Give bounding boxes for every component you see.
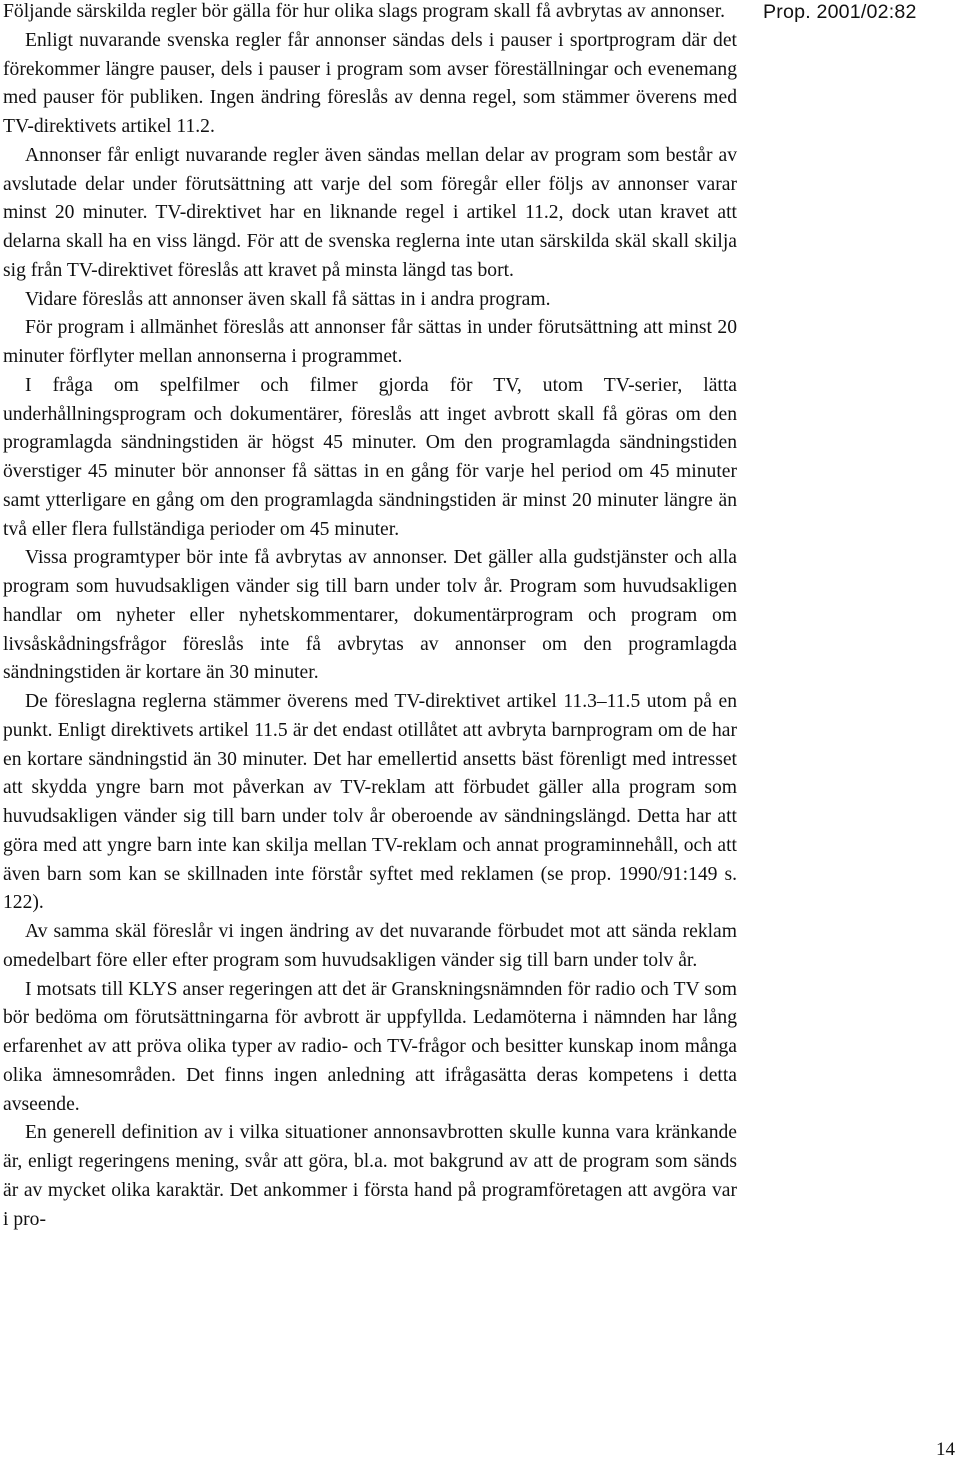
proposition-reference: Prop. 2001/02:82: [763, 1, 917, 23]
paragraph-sport-pauses: Enligt nuvarande svenska regler får annonser sändas dels i pauser i sportprogram där det förekommer längre pauser, dels i pauser i program som avser föreställningar och evenemang med pauser för publiken. Ingen ändring föreslås av denna regel, som stämmer överens med TV-direktivets artikel 11.2.: [3, 29, 737, 137]
paragraph-general-programs: För program i allmänhet föreslås att annonser får sättas in under förutsättning att minst 20 minuter förflyter mellan annonserna i programmet.: [3, 317, 737, 367]
paragraph-program-types: Vissa programtyper bör inte få avbrytas av annonser. Det gäller alla gudstjänster och alla program som huvudsakligen vänder sig till barn under tolv år. Program som huvudsakligen handlar om nyheter eller nyhetskommentarer, dokumentärprogram och program om livsåskådningsfrågor föreslås inte få avbrytas av annonser om den programlagda sändningstiden är kortare än 30 minuter.: [3, 547, 737, 684]
paragraph-feature-films: I fråga om spelfilmer och filmer gjorda för TV, utom TV-serier, lätta underhållningsprogram och dokumentärer, föreslås att inget avbrott skall få göras om den programlagda sändningstiden är högst 45 minuter. Om den programlagda sändningstiden överstiger 45 minuter bör annonser få sättas in en gång för varje hel period om 45 minuter samt ytterligare en gång om den programlagda sändningstiden är minst 20 minuter längre än två eller flera fullständiga perioder om 45 minuter.: [3, 374, 737, 540]
paragraph-definition: En generell definition av i vilka situationer annonsavbrotten skulle kunna vara kränkande är, enligt regeringens mening, svår att göra, bl.a. mot bakgrund av att de program som sänds är av mycket olika karaktär. Det ankommer i första hand på programföretagen att avgöra var i pro-: [3, 1122, 737, 1230]
paragraph-tv-directive: De föreslagna reglerna stämmer överens med TV-direktivet artikel 11.3–11.5 utom på en punkt. Enligt direktivets artikel 11.5 är det endast otillåtet att avbryta barnprogram om de har en kortare sändningstid än 30 minuter. Det har emellertid ansetts bäst förenligt med intresset att skydda yngre barn mot påverkan av TV-reklam att förbudet gäller alla program som huvudsakligen vänder sig till barn under tolv år oberoende av sändningslängd. Detta har att göra med att yngre barn inte kan skilja mellan TV-reklam och annat programinnehåll, och att även barn som kan se skillnaden inte förstår syftet med reklamen (se prop. 1990/91:149 s. 122).: [3, 691, 737, 914]
body-text: [3, 0, 737, 1234]
paragraph-intro: Följande särskilda regler bör gälla för hur olika slags program skall få avbrytas av annonser.: [3, 1, 726, 22]
paragraph-klys: I motsats till KLYS anser regeringen att det är Granskningsnämnden för radio och TV som bör bedöma om förutsättningarna för avbrott är uppfyllda. Ledamöterna i nämnden har lång erfarenhet av att pröva olika typer av radio- och TV-frågor och besitter kunskap inom många olika ämnesområden. Det finns ingen anledning att ifrågasätta deras kompetens i detta avseende.: [3, 978, 737, 1115]
paragraph-program-parts: Annonser får enligt nuvarande regler även sändas mellan delar av program som består av avslutade delar under förutsättning att varje del som föregår eller följs av annonser varar minst 20 minuter. TV-direktivet har en liknande regel i artikel 11.2, dock utan kravet att delarna skall ha en viss längd. För att de svenska reglerna inte utan särskilda skäl skall skilja sig från TV-direktivet föreslås att kravet på minsta längd tas bort.: [3, 144, 737, 281]
paragraph-children-ban: Av samma skäl föreslår vi ingen ändring av det nuvarande förbudet mot att sända reklam omedelbart före eller efter program som huvudsakligen vänder sig till barn under tolv år.: [3, 921, 737, 971]
page-number: 14: [936, 1439, 955, 1460]
paragraph-other-programs: Vidare föreslås att annonser även skall få sättas in i andra program.: [25, 288, 551, 310]
